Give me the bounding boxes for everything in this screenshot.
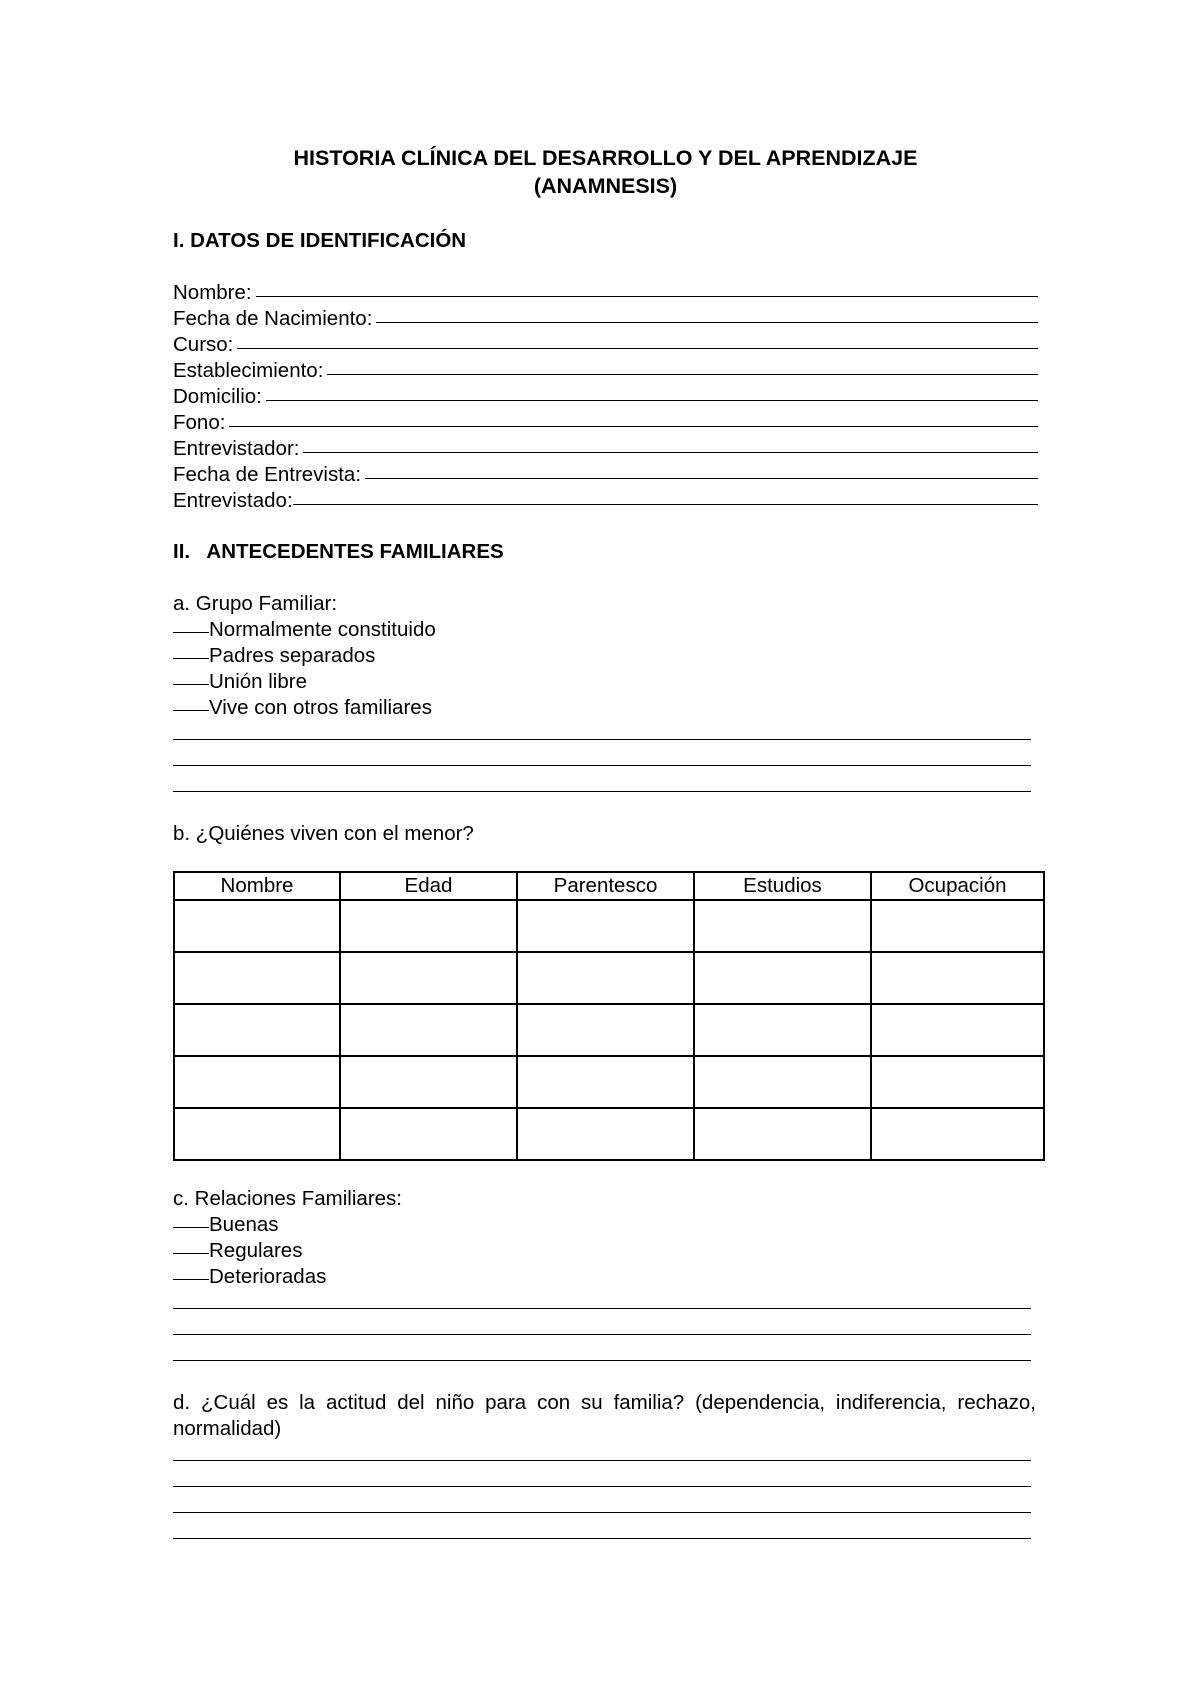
fill-line[interactable] — [327, 374, 1038, 375]
field-domicilio[interactable] — [173, 384, 1038, 410]
option-label: Buenas — [209, 1213, 279, 1236]
table-cell[interactable] — [174, 1056, 340, 1108]
answer-line[interactable] — [173, 765, 1031, 766]
fill-line[interactable] — [256, 296, 1038, 297]
option-padres-separados[interactable] — [173, 643, 375, 669]
answer-line[interactable] — [173, 1538, 1031, 1539]
option-normalmente-constituido[interactable] — [173, 617, 436, 643]
fill-line[interactable] — [303, 452, 1038, 453]
field-entrevistador[interactable] — [173, 436, 1038, 462]
field-curso[interactable] — [173, 332, 1038, 358]
actitud-question: d. ¿Cuál es la actitud del niño para con su familia? (dependencia, indiferencia, rechazo, normalidad) — [173, 1391, 1036, 1440]
table-cell[interactable] — [517, 900, 694, 952]
option-label: Vive con otros familiares — [209, 696, 432, 719]
checkbox-line[interactable] — [173, 684, 209, 685]
answer-line[interactable] — [173, 791, 1031, 792]
answer-line[interactable] — [173, 1308, 1031, 1309]
table-cell[interactable] — [517, 1056, 694, 1108]
field-fono[interactable] — [173, 410, 1038, 436]
option-deterioradas[interactable] — [173, 1264, 326, 1290]
fill-line[interactable] — [293, 504, 1038, 505]
checkbox-line[interactable] — [173, 1279, 209, 1280]
quienes-viven-label: b. ¿Quiénes viven con el menor? — [173, 822, 474, 845]
table-cell[interactable] — [340, 1108, 517, 1160]
option-label: Normalmente constituido — [209, 618, 436, 641]
answer-line[interactable] — [173, 1512, 1031, 1513]
field-label: Establecimiento: — [173, 359, 324, 382]
table-cell[interactable] — [694, 900, 871, 952]
section-heading-antecedentes — [173, 539, 504, 565]
section-heading-text: II. ANTECEDENTES FAMILIARES — [173, 540, 504, 563]
fill-line[interactable] — [376, 322, 1038, 323]
checkbox-line[interactable] — [173, 1227, 209, 1228]
checkbox-line[interactable] — [173, 632, 209, 633]
table-cell[interactable] — [694, 952, 871, 1004]
table-cell[interactable] — [174, 1004, 340, 1056]
column-header-edad: Edad — [340, 872, 517, 900]
table-cell[interactable] — [340, 900, 517, 952]
section-heading-identificacion: I. DATOS DE IDENTIFICACIÓN — [173, 229, 467, 252]
table-cell[interactable] — [174, 900, 340, 952]
table-cell[interactable] — [694, 1056, 871, 1108]
field-entrevistado[interactable] — [173, 488, 1038, 514]
option-vive-con-otros-familiares[interactable] — [173, 695, 432, 721]
table-cell[interactable] — [517, 952, 694, 1004]
option-union-libre[interactable] — [173, 669, 307, 695]
fill-line[interactable] — [365, 478, 1038, 479]
table-row — [174, 1056, 1044, 1108]
column-header-ocupacion: Ocupación — [871, 872, 1044, 900]
title-line-1: HISTORIA CLÍNICA DEL DESARROLLO Y DEL APRENDIZAJE — [293, 146, 918, 170]
table-header-row — [174, 872, 1044, 900]
table-cell[interactable] — [871, 1056, 1044, 1108]
document-title — [173, 144, 1038, 200]
field-label: Entrevistado: — [173, 489, 293, 512]
answer-line[interactable] — [173, 1486, 1031, 1487]
column-header-estudios: Estudios — [694, 872, 871, 900]
table-cell[interactable] — [517, 1108, 694, 1160]
answer-line[interactable] — [173, 1334, 1031, 1335]
answer-line[interactable] — [173, 739, 1031, 740]
table-cell[interactable] — [174, 1108, 340, 1160]
table-cell[interactable] — [694, 1108, 871, 1160]
table-cell[interactable] — [871, 1108, 1044, 1160]
table-cell[interactable] — [871, 1004, 1044, 1056]
option-label: Unión libre — [209, 670, 307, 693]
table-cell[interactable] — [871, 900, 1044, 952]
option-buenas[interactable] — [173, 1212, 279, 1238]
field-establecimiento[interactable] — [173, 358, 1038, 384]
field-label: Nombre: — [173, 281, 252, 304]
relaciones-familiares-label: c. Relaciones Familiares: — [173, 1187, 402, 1210]
table-cell[interactable] — [871, 952, 1044, 1004]
field-label: Fecha de Entrevista: — [173, 463, 362, 486]
table-cell[interactable] — [174, 952, 340, 1004]
option-label: Regulares — [209, 1239, 303, 1262]
table-row — [174, 952, 1044, 1004]
grupo-familiar-label: a. Grupo Familiar: — [173, 592, 338, 615]
table-row — [174, 900, 1044, 952]
table-cell[interactable] — [340, 1004, 517, 1056]
household-members-table — [173, 871, 1045, 1161]
checkbox-line[interactable] — [173, 658, 209, 659]
table-cell[interactable] — [340, 1056, 517, 1108]
option-label: Deterioradas — [209, 1265, 327, 1288]
column-header-nombre: Nombre — [174, 872, 340, 900]
answer-line[interactable] — [173, 1460, 1031, 1461]
fill-line[interactable] — [237, 348, 1038, 349]
field-nombre[interactable] — [173, 280, 1038, 306]
answer-line[interactable] — [173, 1360, 1031, 1361]
table-cell[interactable] — [694, 1004, 871, 1056]
field-label: Fono: — [173, 411, 226, 434]
field-label: Fecha de Nacimiento: — [173, 307, 373, 330]
table-row — [174, 1004, 1044, 1056]
fill-line[interactable] — [229, 426, 1038, 427]
field-label: Entrevistador: — [173, 437, 300, 460]
option-regulares[interactable] — [173, 1238, 302, 1264]
title-line-2: (ANAMNESIS) — [533, 174, 678, 198]
table-row — [174, 1108, 1044, 1160]
option-label: Padres separados — [209, 644, 376, 667]
field-label: Domicilio: — [173, 385, 262, 408]
fill-line[interactable] — [266, 400, 1038, 401]
table-cell[interactable] — [517, 1004, 694, 1056]
field-label: Curso: — [173, 333, 234, 356]
checkbox-line[interactable] — [173, 1253, 209, 1254]
column-header-parentesco: Parentesco — [517, 872, 694, 900]
checkbox-line[interactable] — [173, 710, 209, 711]
field-fecha-nacimiento[interactable] — [173, 306, 1038, 332]
field-fecha-entrevista[interactable] — [173, 462, 1038, 488]
table-cell[interactable] — [340, 952, 517, 1004]
